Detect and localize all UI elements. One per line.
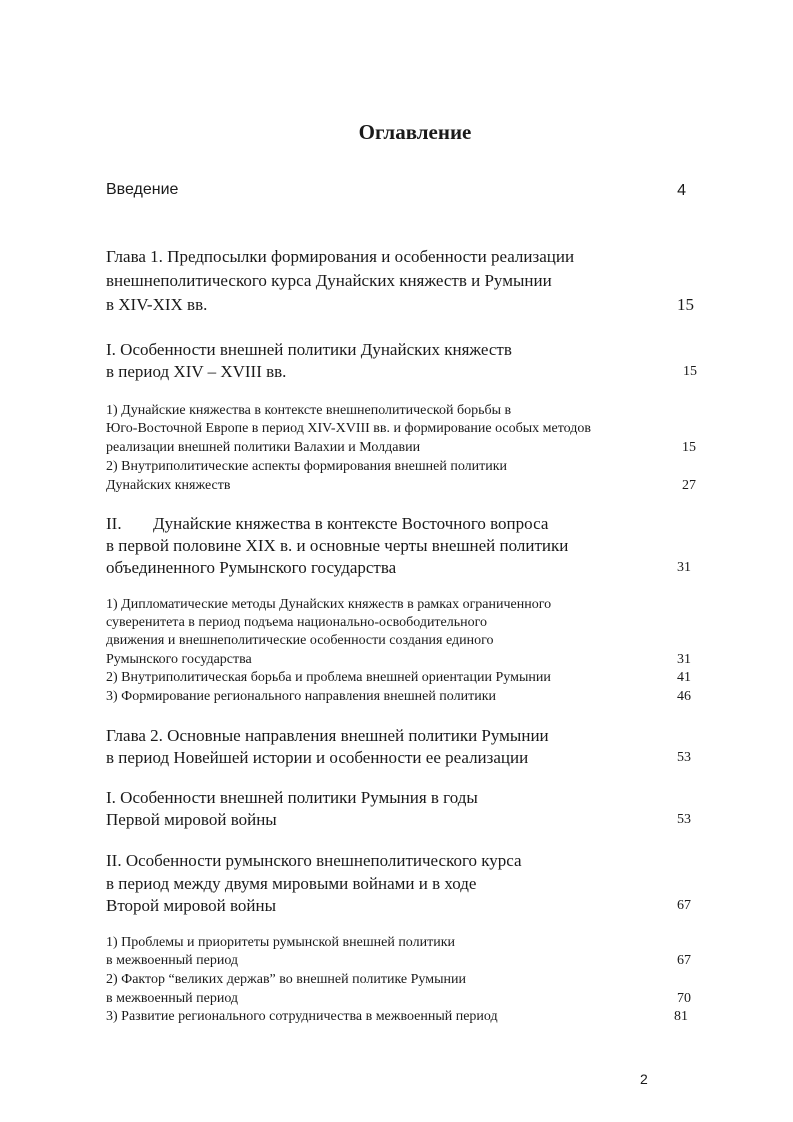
page-title: Оглавление [358,120,472,144]
toc-ch2-s2-sub1-line: 1) Проблемы и приоритеты румынской внешней политики [106,935,456,950]
toc-intro-page: 4 [677,182,686,199]
toc-ch1-s2-sub1-line: 1) Дипломатические методы Дунайских княжеств в рамках ограниченного [106,597,552,612]
toc-ch2-section1-line: I. Особенности внешней политики Румыния в годы [106,788,478,807]
toc-ch2-s2-sub1-page: 67 [677,953,691,968]
toc-chapter1-page: 15 [677,295,694,314]
toc-ch2-section2-line: Второй мировой войны [106,896,277,915]
toc-chapter1-line: в XIV-XIX вв. [106,295,208,314]
toc-chapter2-line: Глава 2. Основные направления внешней политики Румынии [106,726,549,745]
toc-ch1-s2-sub1-line: движения и внешнеполитические особенности создания единого [106,633,494,648]
toc-ch1-s1-sub2-line: 2) Внутриполитические аспекты формирования внешней политики [106,459,508,474]
toc-ch1-s2-sub3-line: 3) Формирование регионального направления внешней политики [106,689,496,704]
toc-ch2-section2-line: в период между двумя мировыми войнами и в ходе [106,874,477,893]
toc-ch1-s2-sub1-line: Румынского государства [106,652,252,667]
toc-ch1-section2-line: в первой половине XIX в. и основные черты внешней политики [106,536,569,555]
toc-ch1-s2-sub2-line: 2) Внутриполитическая борьба и проблема внешней ориентации Румынии [106,670,551,685]
toc-ch2-s2-sub2-line: в межвоенный период [106,991,239,1006]
toc-ch2-section2-page: 67 [677,898,691,913]
toc-ch1-section1-page: 15 [683,364,697,379]
toc-ch2-s2-sub3-page: 81 [674,1009,688,1024]
toc-ch2-s2-sub1-line: в межвоенный период [106,953,239,968]
toc-ch1-s1-sub1-line: реализации внешней политики Валахии и Молдавии [106,440,421,455]
toc-ch2-s2-sub2-line: 2) Фактор “великих держав” во внешней политике Румынии [106,972,466,987]
toc-ch1-section2-page: 31 [677,560,691,575]
toc-ch2-s2-sub3-line: 3) Развитие регионального сотрудничества в межвоенный период [106,1009,498,1024]
toc-ch1-s1-sub1-line: Юго-Восточной Европе в период XIV-XVIII вв. и формирование особых методов [106,421,591,436]
toc-chapter1-line: внешнеполитического курса Дунайских княжеств и Румынии [106,271,552,290]
toc-intro-label: Введение [106,181,179,198]
toc-ch2-section1-line: Первой мировой войны [106,810,277,829]
toc-ch1-section1-line: в период XIV – XVIII вв. [106,362,287,381]
toc-ch1-s2-sub1-page: 31 [677,652,691,667]
toc-ch1-section2-roman: II. [106,514,122,533]
toc-ch1-section2-line: объединенного Румынского государства [106,558,397,577]
toc-ch1-s1-sub2-page: 27 [682,478,696,493]
toc-ch1-section2-line: Дунайские княжества в контексте Восточного вопроса [153,514,549,533]
toc-chapter1-line: Глава 1. Предпосылки формирования и особенности реализации [106,247,575,266]
toc-ch1-s2-sub3-page: 46 [677,689,691,704]
toc-ch1-s2-sub1-line: суверенитета в период подъема национально-освободительного [106,615,488,630]
toc-chapter2-page: 53 [677,750,691,765]
toc-ch2-section2-line: II. Особенности румынского внешнеполитического курса [106,851,522,870]
toc-ch1-section1-line: I. Особенности внешней политики Дунайских княжеств [106,340,512,359]
page-number: 2 [640,1071,648,1087]
toc-ch1-s1-sub1-page: 15 [682,440,696,455]
toc-ch1-s1-sub1-line: 1) Дунайские княжества в контексте внешнеполитической борьбы в [106,403,512,418]
toc-ch2-section1-page: 53 [677,812,691,827]
toc-ch2-s2-sub2-page: 70 [677,991,691,1006]
toc-ch1-s1-sub2-line: Дунайских княжеств [106,478,231,493]
toc-ch1-s2-sub2-page: 41 [677,670,691,685]
toc-chapter2-line: в период Новейшей истории и особенности ее реализации [106,748,529,767]
